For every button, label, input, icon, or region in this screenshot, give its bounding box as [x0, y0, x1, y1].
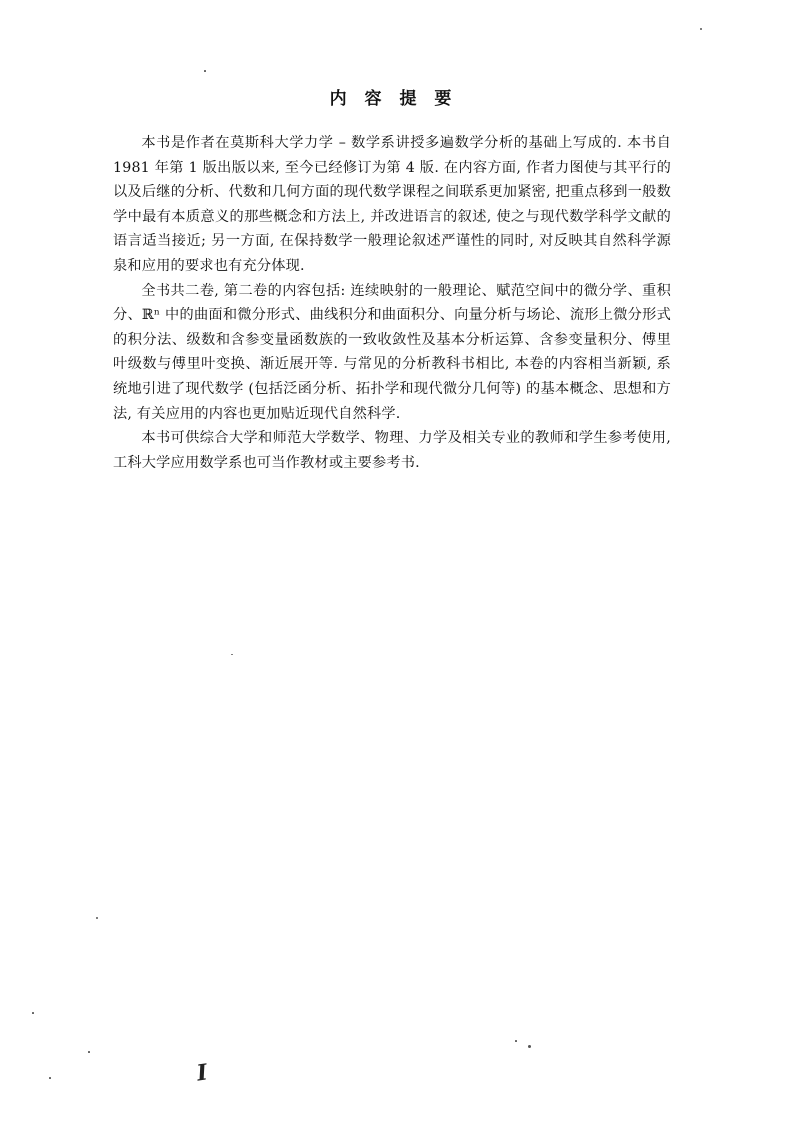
summary-body: [113, 131, 671, 475]
scan-speck: [96, 917, 98, 919]
scan-speck: [528, 1045, 531, 1048]
scan-speck: [204, 70, 206, 72]
paragraph-3: 本书可供综合大学和师范大学数学、物理、力学及相关专业的教师和学生参考使用, 工科大学应用数学系也可当作教材或主要参考书.: [113, 430, 671, 471]
scan-speck: [231, 654, 233, 655]
scan-speck: [32, 1012, 34, 1014]
scan-speck: [515, 1040, 517, 1042]
scan-speck: [88, 1051, 90, 1053]
page-number-mark: I: [195, 1059, 210, 1087]
scan-speck: [700, 28, 702, 30]
scan-speck: [49, 1077, 51, 1079]
paragraph-1: 本书是作者在莫斯科大学力学 – 数学系讲授多遍数学分析的基础上写成的. 本书自 1981 年第 1 版出版以来, 至今已经修订为第 4 版. 在内容方面, 作者力图使与其平行的以及后继的分析、代数和几何方面的现代数学课程之间联系更加紧密, 把重点移到一般数学中最有本质意义的那些概念和方法上, 并改进语言的叙述, 使之与现代数学科学文献的语言适当接近; 另一方面, 在保持数学一般理论叙述严谨性的同时, 对反映其自然科学源泉和应用的要求也有充分体现.: [113, 135, 671, 274]
page-title: 内 容 提 要: [329, 89, 458, 109]
paragraph-2: 全书共二卷, 第二卷的内容包括: 连续映射的一般理论、赋范空间中的微分学、重积分、ℝⁿ 中的曲面和微分形式、曲线积分和曲面积分、向量分析与场论、流形上微分形式的积分法、级数和含参变量函数族的一致收敛性及基本分析运算、含参变量积分、傅里叶级数与傅里叶变换、渐近展开等. 与常见的分析教科书相比, 本卷的内容相当新颖, 系统地引进了现代数学 (包括泛函分析、拓扑学和现代微分几何等) 的基本概念、思想和方法, 有关应用的内容也更加贴近现代自然科学.: [113, 282, 671, 422]
